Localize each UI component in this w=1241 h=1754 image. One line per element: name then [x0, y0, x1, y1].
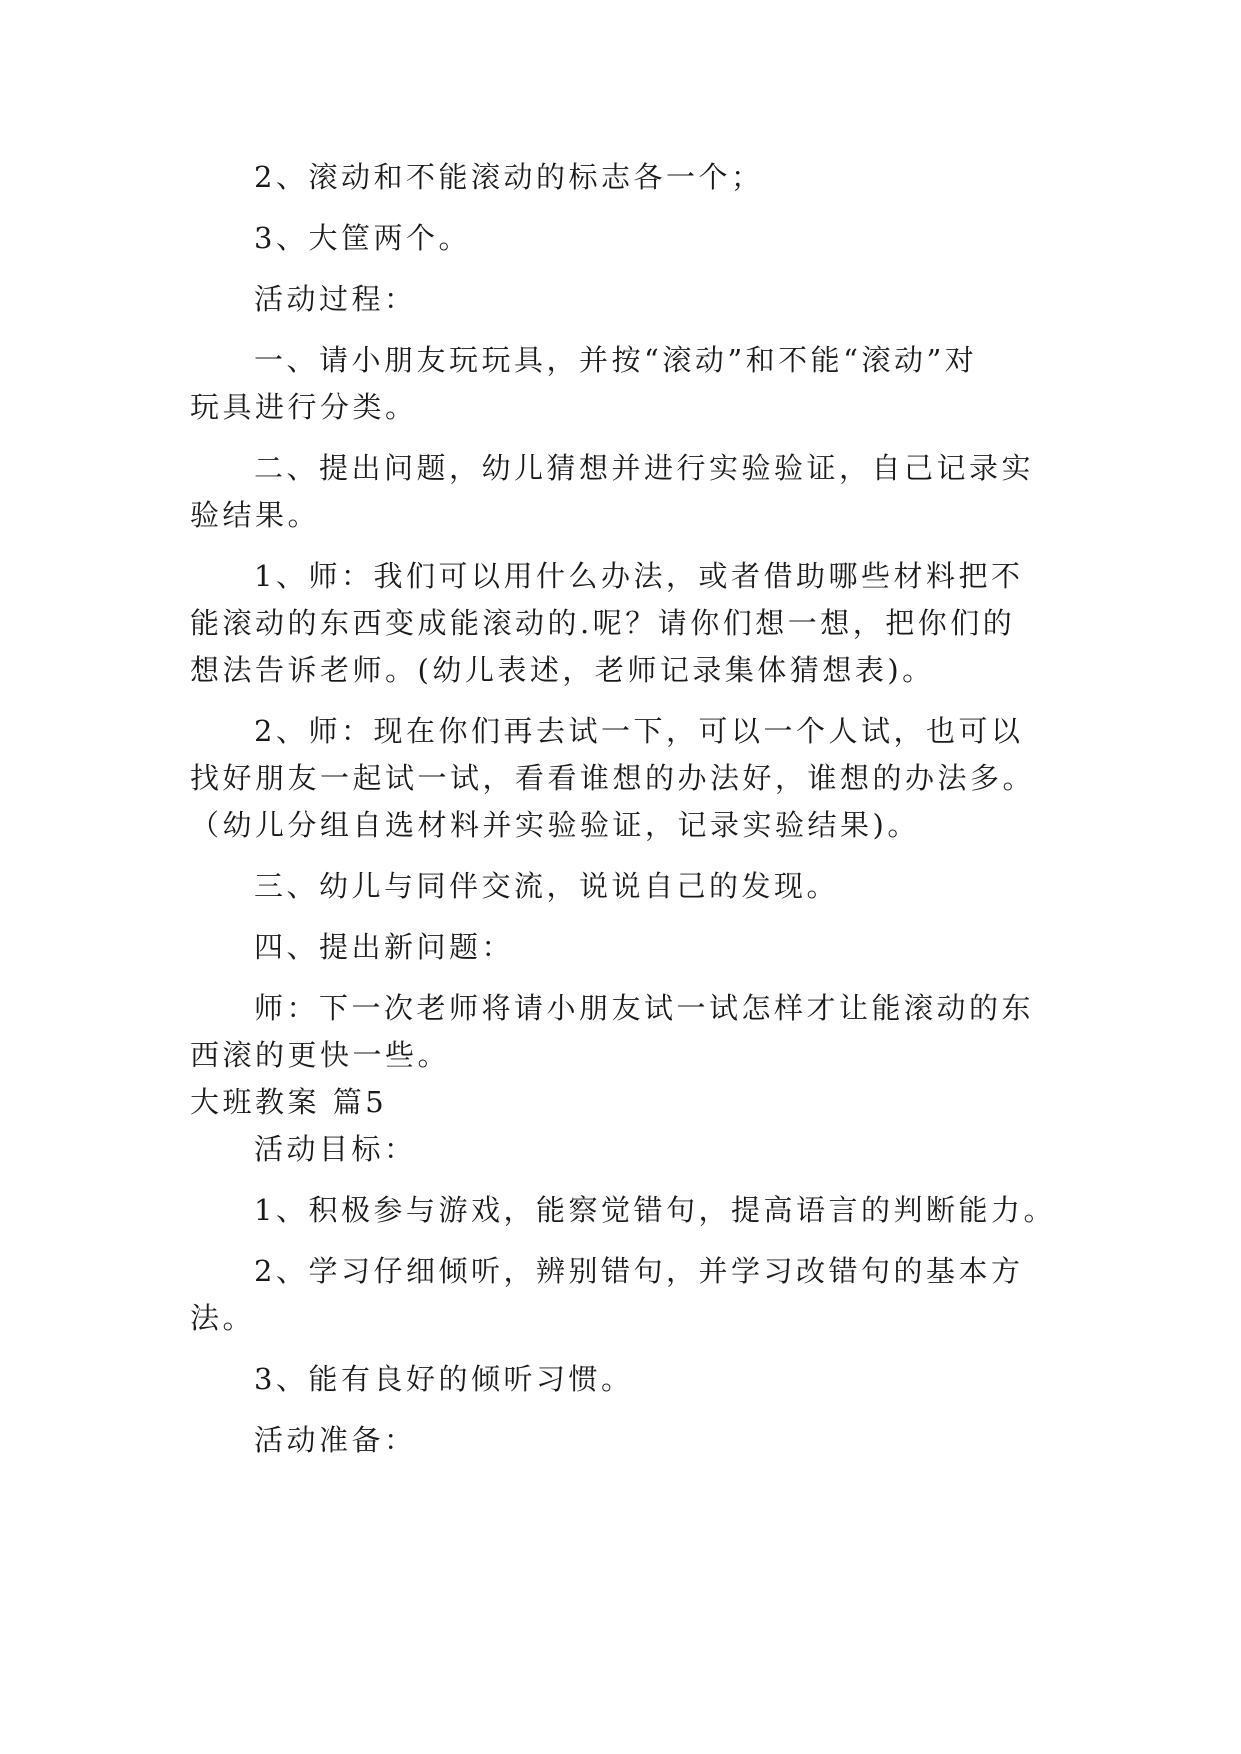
paragraph-line: 能滚动的东西变成能滚动的.呢？请你们想一想，把你们的 [190, 606, 1016, 640]
section-label: 活动过程： [254, 282, 417, 316]
paragraph-line: 法。 [190, 1301, 256, 1335]
paragraph-line: 3、大筐两个。 [254, 221, 471, 255]
paragraph-line: 2、师：现在你们再去试一下，可以一个人试，也可以 [254, 714, 1024, 748]
section-label: 活动准备： [254, 1423, 417, 1457]
paragraph-line: 一、请小朋友玩玩具，并按“滚动”和不能“滚动”对 [254, 343, 978, 377]
paragraph-line: 1、师：我们可以用什么办法，或者借助哪些材料把不 [254, 559, 1024, 593]
paragraph-line: 玩具进行分类。 [190, 390, 418, 424]
section-label: 活动目标： [254, 1132, 417, 1166]
paragraph-line: 1、积极参与游戏，能察觉错句，提高语言的判断能力。 [254, 1193, 1056, 1227]
paragraph-line: 三、幼儿与同伴交流，说说自己的发现。 [254, 869, 840, 903]
paragraph-line: 师：下一次老师将请小朋友试一试怎样才让能滚动的东 [254, 991, 1035, 1025]
section-heading: 大班教案 篇5 [190, 1085, 388, 1119]
paragraph-line: 西滚的更快一些。 [190, 1038, 451, 1072]
document-page [190, 158, 1054, 1459]
paragraph-line: 二、提出问题，幼儿猜想并进行实验验证，自己记录实 [254, 451, 1035, 485]
paragraph-line: 2、学习仔细倾听，辨别错句，并学习改错句的基本方 [254, 1254, 1024, 1288]
paragraph-line: 3、能有良好的倾听习惯。 [254, 1362, 634, 1396]
paragraph-line: 验结果。 [190, 498, 321, 532]
paragraph-line: 想法告诉老师。(幼儿表述，老师记录集体猜想表)。 [190, 653, 935, 687]
paragraph-line: 2、滚动和不能滚动的标志各一个； [254, 160, 764, 194]
paragraph-line: 四、提出新问题： [254, 930, 515, 964]
paragraph-line: （幼儿分组自选材料并实验验证，记录实验结果)。 [190, 808, 920, 842]
paragraph-line: 找好朋友一起试一试，看看谁想的办法好，谁想的办法多。 [190, 761, 1036, 795]
